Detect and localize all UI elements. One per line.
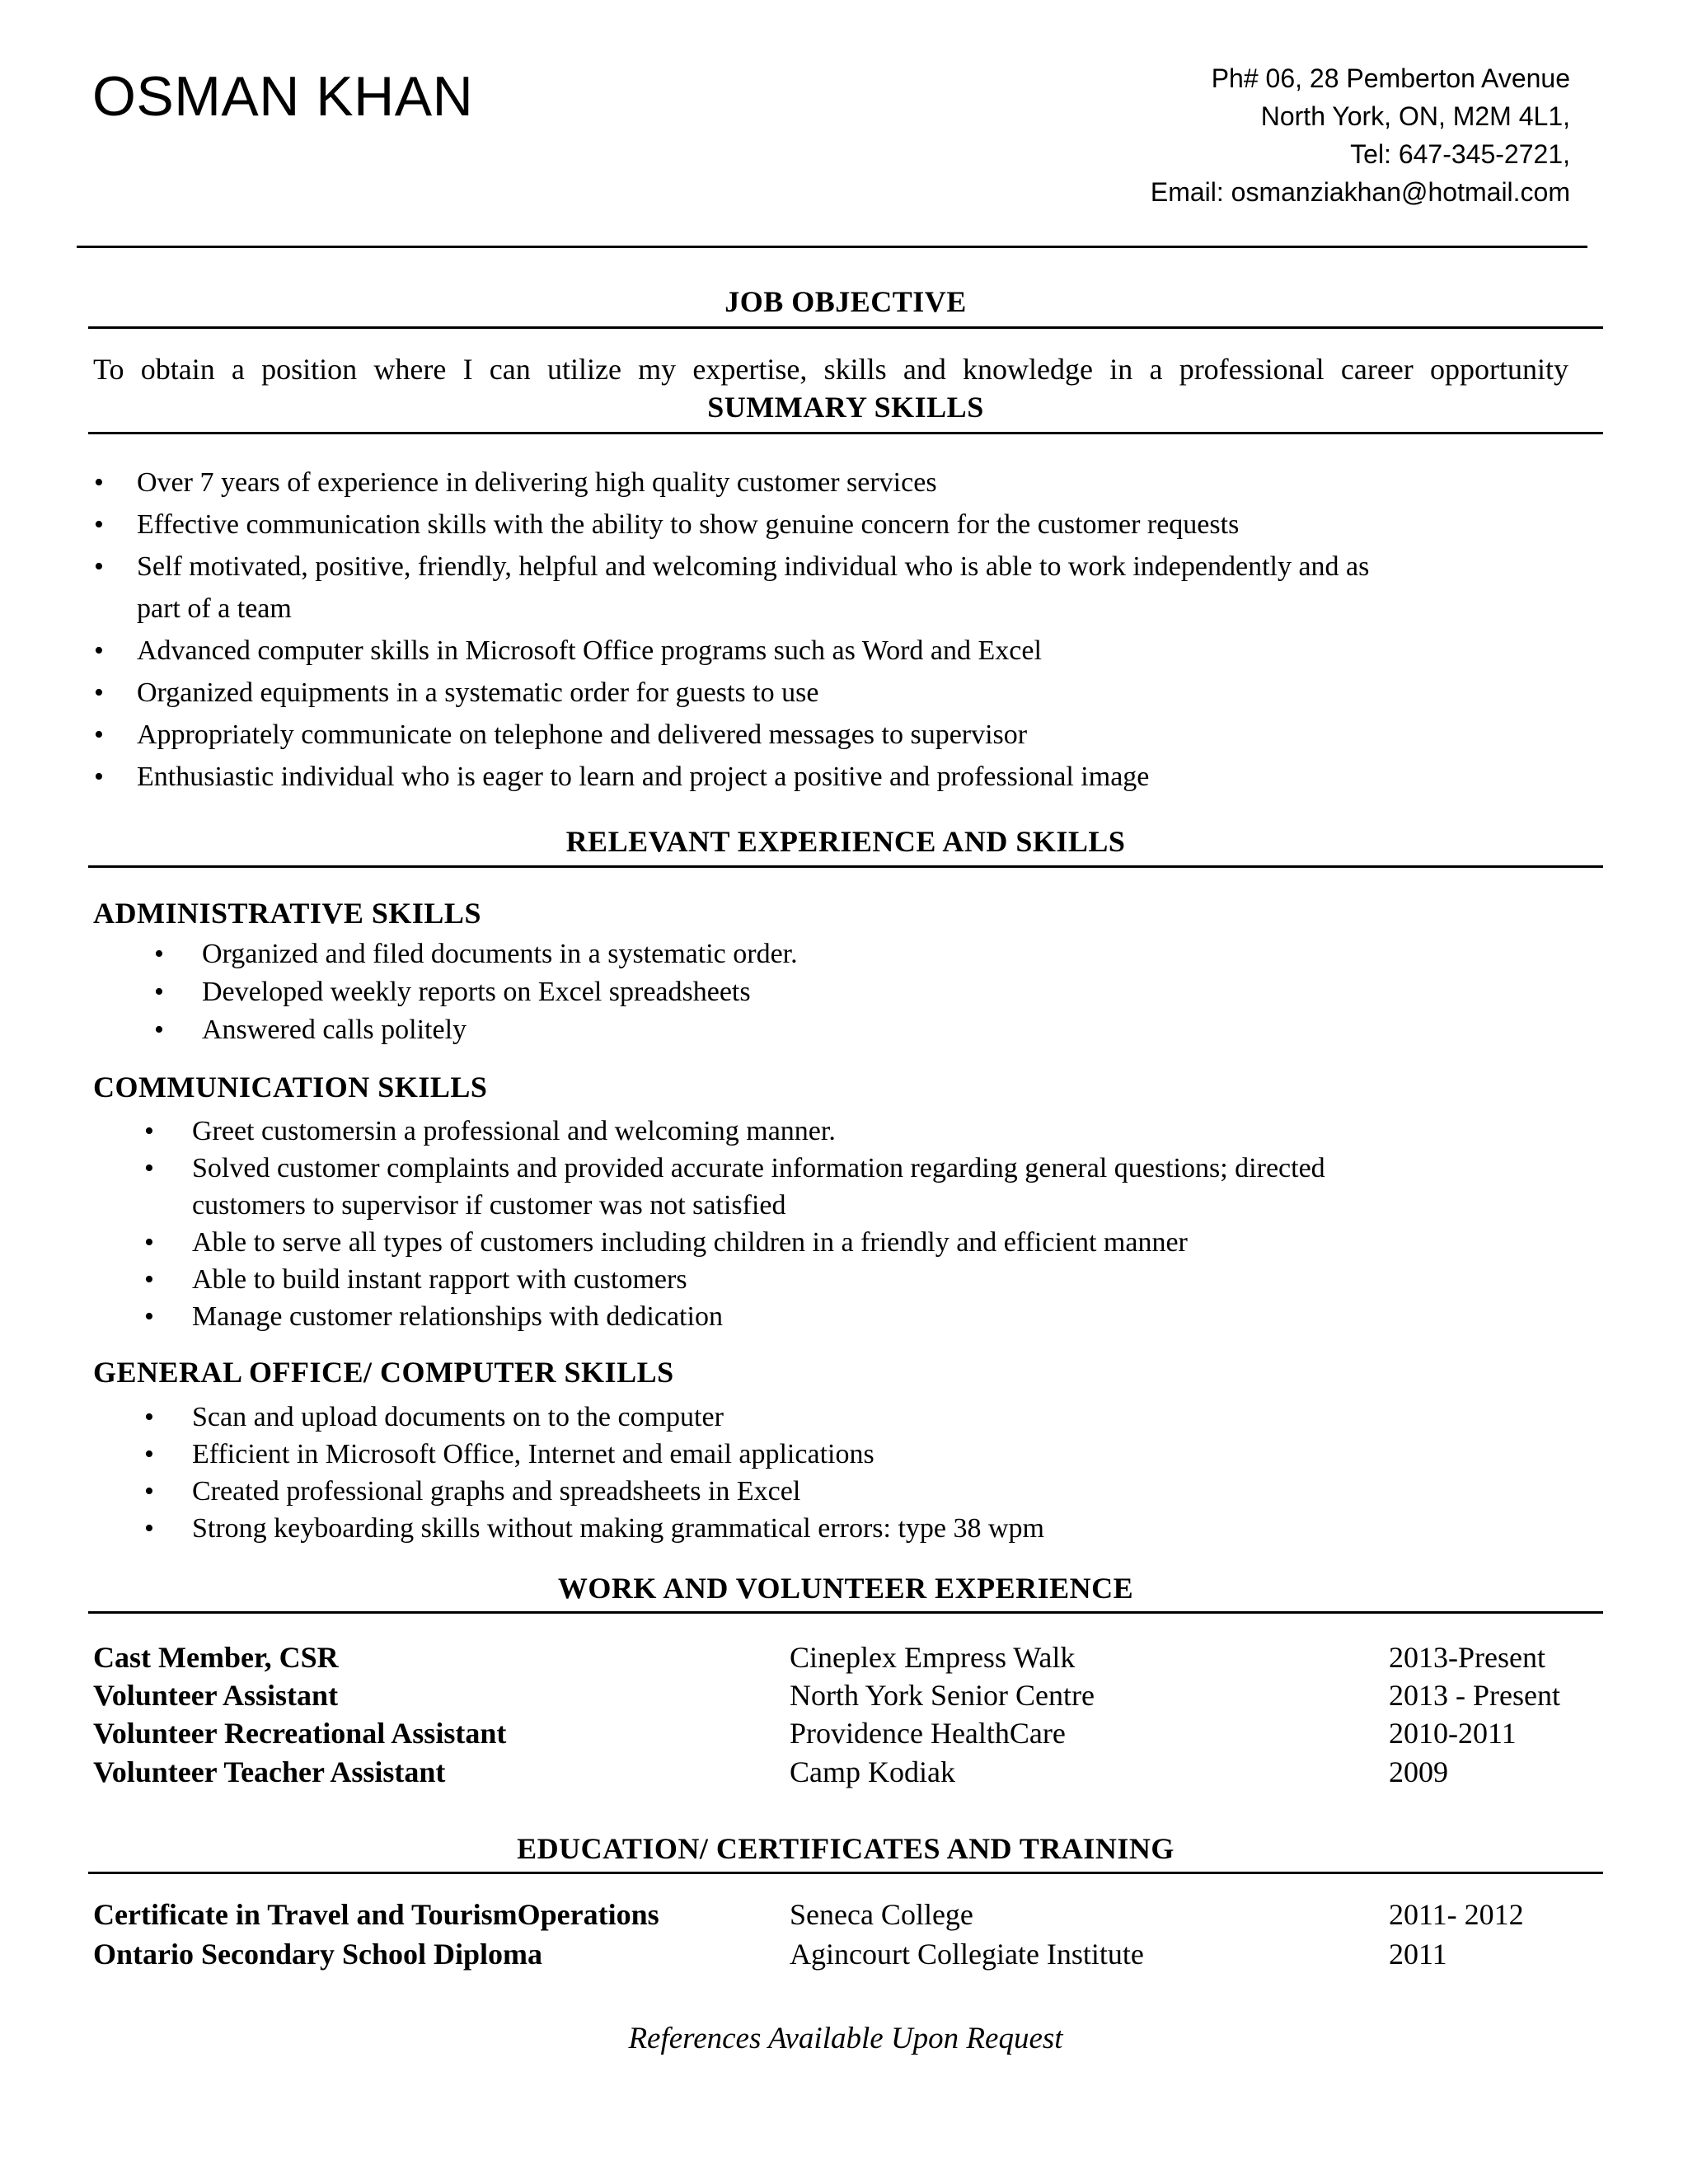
list-item: • Developed weekly reports on Excel spreadsheets <box>202 973 798 1011</box>
contact-address-line-1: Ph# 06, 28 Pemberton Avenue <box>1211 63 1570 93</box>
communication-skills-heading: COMMUNICATION SKILLS <box>93 1071 488 1104</box>
list-item: • Over 7 years of experience in delivering high quality customer services <box>137 462 1369 504</box>
education-divider <box>88 1872 1603 1874</box>
work-volunteer-heading: WORK AND VOLUNTEER EXPERIENCE <box>557 1572 1134 1605</box>
list-item: • Answered calls politely <box>202 1011 798 1049</box>
work-divider <box>88 1611 1603 1614</box>
list-item: • Organized equipments in a systematic order for guests to use <box>137 672 1369 714</box>
work-dates: 2013 - Present <box>1389 1679 1560 1712</box>
table-row <box>93 1937 1601 1975</box>
education-credential: Ontario Secondary School Diploma <box>93 1938 543 1971</box>
list-item: • Organized and filed documents in a systematic order. <box>202 935 798 973</box>
administrative-skills-heading: ADMINISTRATIVE SKILLS <box>93 897 481 930</box>
list-item-continuation: customers to supervisor if customer was not satisfied <box>192 1190 786 1221</box>
table-row <box>93 1755 1601 1793</box>
table-row <box>93 1678 1601 1716</box>
summary-skills-heading: SUMMARY SKILLS <box>707 391 984 424</box>
work-dates: 2013-Present <box>1389 1641 1545 1674</box>
work-role: Volunteer Assistant <box>93 1679 339 1712</box>
list-item: • Enthusiastic individual who is eager to learn and project a positive and professional image <box>137 756 1369 798</box>
contact-block <box>1151 59 1570 211</box>
list-item: • Greet customersin a professional and welcoming manner. <box>192 1113 1325 1150</box>
objective-divider <box>88 326 1603 329</box>
education-credential: Certificate in Travel and TourismOperations <box>93 1898 659 1931</box>
summary-skills-list <box>137 462 1369 798</box>
table-row <box>93 1716 1601 1754</box>
job-objective-text: To obtain a position where I can utilize my expertise, skills and knowledge in a professional career opportunity <box>93 353 1568 386</box>
administrative-skills-list <box>202 935 798 1049</box>
list-item: • Efficient in Microsoft Office, Internet and email applications <box>192 1436 1044 1473</box>
list-item: • Able to build instant rapport with customers <box>192 1261 1325 1298</box>
general-office-skills-heading: GENERAL OFFICE/ COMPUTER SKILLS <box>93 1356 674 1389</box>
education-institution: Seneca College <box>790 1898 973 1931</box>
relevant-experience-heading: RELEVANT EXPERIENCE AND SKILLS <box>565 825 1126 858</box>
contact-email: Email: osmanziakhan@hotmail.com <box>1150 177 1570 207</box>
work-role: Volunteer Teacher Assistant <box>93 1755 446 1788</box>
list-item: • Self motivated, positive, friendly, helpful and welcoming individual who is able to work independently and as <box>137 546 1369 588</box>
list-item: • Created professional graphs and spreadsheets in Excel <box>192 1473 1044 1510</box>
contact-phone: Tel: 647-345-2721, <box>1350 139 1570 169</box>
references-note: References Available Upon Request <box>628 2022 1063 2055</box>
work-organization: Cineplex Empress Walk <box>790 1641 1076 1674</box>
job-objective-heading: JOB OBJECTIVE <box>724 285 967 318</box>
list-item: • Able to serve all types of customers including children in a friendly and efficient manner <box>192 1224 1325 1261</box>
work-organization: North York Senior Centre <box>790 1679 1095 1712</box>
list-item: • Appropriately communicate on telephone and delivered messages to supervisor <box>137 714 1369 756</box>
contact-address-line-2: North York, ON, M2M 4L1, <box>1260 101 1570 131</box>
list-item: • Advanced computer skills in Microsoft Office programs such as Word and Excel <box>137 630 1369 672</box>
list-item: • Scan and upload documents on to the computer <box>192 1399 1044 1436</box>
education-dates: 2011- 2012 <box>1389 1898 1524 1931</box>
education-heading: EDUCATION/ CERTIFICATES AND TRAINING <box>517 1832 1175 1865</box>
list-item: • Solved customer complaints and provided accurate information regarding general questions; directed <box>192 1150 1325 1187</box>
experience-divider <box>88 865 1603 868</box>
work-role: Cast Member, CSR <box>93 1641 339 1674</box>
table-row <box>93 1897 1601 1935</box>
list-item: • Strong keyboarding skills without making grammatical errors: type 38 wpm <box>192 1510 1044 1547</box>
work-organization: Providence HealthCare <box>790 1717 1066 1750</box>
list-item: • Manage customer relationships with dedication <box>192 1298 1325 1335</box>
applicant-name: OSMAN KHAN <box>92 65 474 128</box>
education-institution: Agincourt Collegiate Institute <box>790 1938 1144 1971</box>
work-dates: 2009 <box>1389 1755 1448 1788</box>
list-item: • Effective communication skills with the ability to show genuine concern for the customer requests <box>137 504 1369 546</box>
summary-divider <box>88 432 1603 434</box>
work-role: Volunteer Recreational Assistant <box>93 1717 507 1750</box>
education-dates: 2011 <box>1389 1938 1447 1971</box>
table-row <box>93 1640 1601 1678</box>
communication-skills-list <box>192 1113 1325 1335</box>
work-organization: Camp Kodiak <box>790 1755 955 1788</box>
general-office-skills-list <box>192 1399 1044 1547</box>
list-item-continuation: part of a team <box>137 593 292 624</box>
work-dates: 2010-2011 <box>1389 1717 1517 1750</box>
header-divider <box>77 246 1587 248</box>
